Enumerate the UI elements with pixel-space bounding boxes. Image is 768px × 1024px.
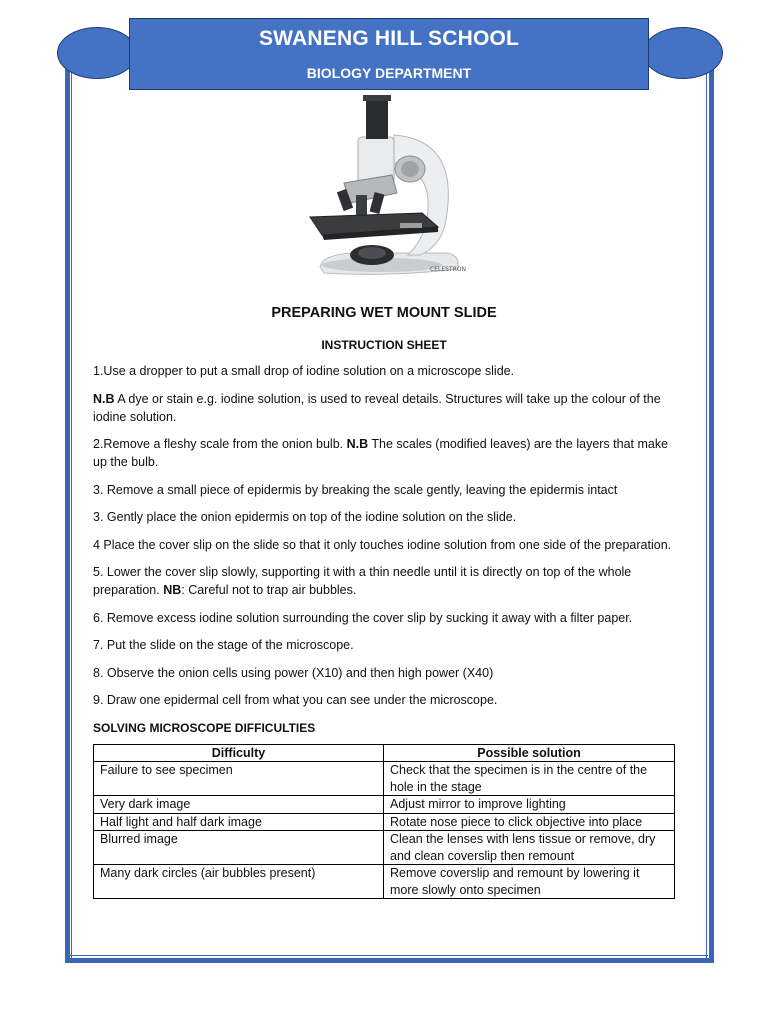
brand-mark: CELESTRON xyxy=(430,266,466,273)
step-2: 2.Remove a fleshy scale from the onion bulb. N.B The scales (modified leaves) are the layers that make up the bulb. xyxy=(93,437,669,469)
table-header-row xyxy=(94,744,675,762)
department-name: BIOLOGY DEPARTMENT xyxy=(306,65,472,81)
note-stain: N.B A dye or stain e.g. iodine solution, is used to reveal details. Structures will take up the colour of the iodine solution. xyxy=(93,391,661,424)
solution-cell: Check that the specimen is in the centre of the hole in the stage xyxy=(384,762,675,796)
page-border-left-inner xyxy=(71,60,72,958)
step-3b: 3. Gently place the onion epidermis on top of the iodine solution on the slide. xyxy=(93,510,517,524)
step-9: 9. Draw one epidermal cell from what you can see under the microscope. xyxy=(93,693,498,707)
page-border-right xyxy=(709,60,714,960)
solution-cell: Rotate nose piece to click objective into place xyxy=(384,813,675,831)
document-subtitle: INSTRUCTION SHEET xyxy=(321,338,447,352)
solution-cell: Clean the lenses with lens tissue or remove, dry and clean coverslip then remount xyxy=(384,831,675,865)
solution-cell: Adjust mirror to improve lighting xyxy=(384,796,675,814)
page-border-left xyxy=(65,60,70,960)
page-border-right-inner xyxy=(706,60,707,958)
table-row xyxy=(94,762,675,796)
step-3a: 3. Remove a small piece of epidermis by breaking the scale gently, leaving the epidermis intact xyxy=(93,482,618,497)
header-banner xyxy=(129,18,649,90)
column-header-difficulty: Difficulty xyxy=(94,744,384,762)
microscope-image xyxy=(232,95,536,290)
column-header-solution: Possible solution xyxy=(384,744,675,762)
table-row xyxy=(94,865,675,899)
step-4: 4 Place the cover slip on the slide so that it only touches iodine solution from one side of the preparation. xyxy=(93,537,672,552)
solution-cell: Remove coverslip and remount by lowering it more slowly onto specimen xyxy=(384,865,675,899)
document-title: PREPARING WET MOUNT SLIDE xyxy=(271,305,497,321)
difficulty-cell: Blurred image xyxy=(94,831,384,865)
section-heading: SOLVING MICROSCOPE DIFFICULTIES xyxy=(93,720,316,735)
step-8: 8. Observe the onion cells using power (X10) and then high power (X40) xyxy=(93,665,494,680)
page-border-bottom-inner xyxy=(70,955,708,956)
table-row xyxy=(94,796,675,814)
difficulties-table xyxy=(93,744,675,900)
decorative-oval-right xyxy=(643,27,723,79)
step-5: 5. Lower the cover slip slowly, supporting it with a thin needle until it is directly on top of the whole preparation. NB: Careful not to trap air bubbles. xyxy=(93,565,632,597)
step-1: 1.Use a dropper to put a small drop of iodine solution on a microscope slide. xyxy=(93,364,515,378)
step-7: 7. Put the slide on the stage of the microscope. xyxy=(93,638,354,652)
school-name: SWANENG HILL SCHOOL xyxy=(258,27,520,50)
table-row xyxy=(94,813,675,831)
page-border-bottom xyxy=(65,958,714,963)
difficulty-cell: Half light and half dark image xyxy=(94,813,384,831)
table-row xyxy=(94,831,675,865)
decorative-oval-left xyxy=(57,27,137,79)
difficulty-cell: Many dark circles (air bubbles present) xyxy=(94,865,384,899)
difficulty-cell: Failure to see specimen xyxy=(94,762,384,796)
instruction-content xyxy=(93,300,675,899)
step-6: 6. Remove excess iodine solution surrounding the cover slip by sucking it away with a filter paper. xyxy=(93,610,633,625)
difficulty-cell: Very dark image xyxy=(94,796,384,814)
